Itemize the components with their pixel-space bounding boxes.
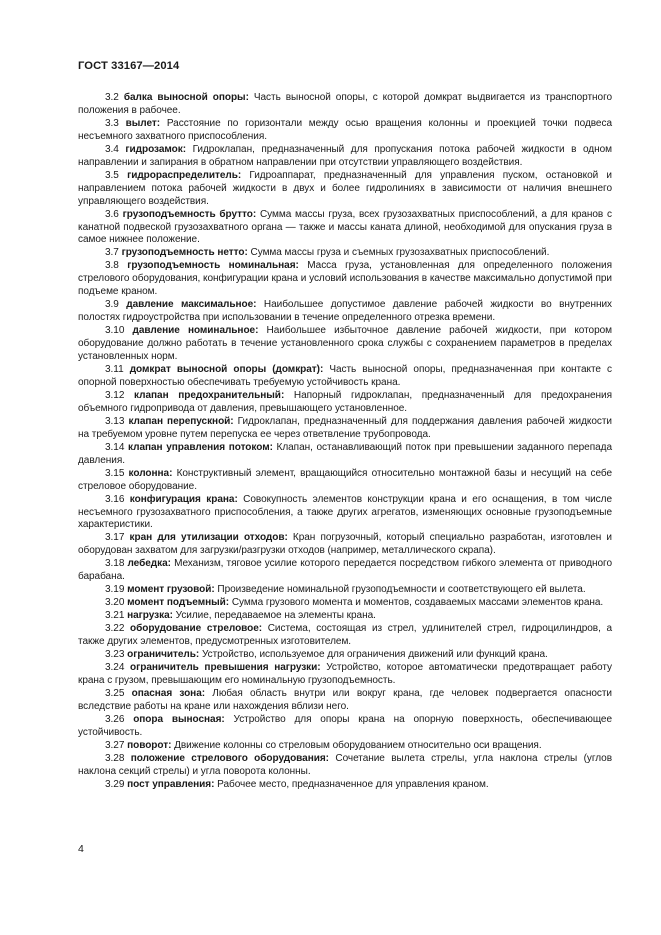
definition-number: 3.4 (105, 143, 119, 155)
definition-term: пост управления (127, 778, 212, 790)
definition-text: Напорный гидроклапан, предназначенный для предохранения объемного гидропривода от давления, превышающего установленное. (78, 389, 612, 414)
definition-number: 3.24 (105, 661, 125, 673)
definition-item (78, 649, 612, 662)
definition-number: 3.9 (105, 299, 119, 311)
definition-item (78, 468, 612, 494)
definition-text: Гидроклапан, предназначенный для пропускания потока рабочей жидкости в одном направлении и запирания в обратном направлении при отсутствии управляющего воздействия. (78, 143, 613, 168)
definition-term: грузоподъемность нетто (121, 247, 245, 259)
definition-separator: : (211, 778, 215, 790)
definition-term: клапан перепускной (128, 415, 231, 427)
definition-item (78, 118, 612, 144)
definition-term: колонна (128, 467, 170, 479)
definition-text: Наибольшее допустимое давление рабочей жидкости во внутренних полостях гидроустройства при использовании в течение определенного отрезка времени. (78, 299, 612, 324)
definition-number: 3.2 (105, 92, 119, 103)
definition-separator: : (168, 739, 172, 751)
definition-item (78, 247, 612, 260)
definition-text: Произведение номинальной грузоподъемности и соответствующего ей вылета. (217, 584, 586, 596)
definition-item (78, 662, 612, 688)
definition-term: давление номинальное (132, 325, 256, 337)
definition-number: 3.20 (105, 597, 125, 609)
definition-item (78, 390, 612, 416)
definition-number: 3.11 (105, 364, 124, 376)
definition-term: лебедка (127, 558, 168, 570)
definition-separator: : (234, 493, 238, 505)
definition-separator: : (245, 92, 249, 103)
definition-text: Совокупность элементов конструкции крана и его оснащения, в том числе несъемного грузозахватного приспособления, а также других агрегатов, изменяющих основные грузоподъемные характеристики. (78, 493, 613, 531)
definition-term: положение стрелового оборудования (130, 752, 326, 764)
definition-term: гидрозамок (125, 143, 183, 155)
definition-text: Сочетание вылета стрелы, угла наклона стрелы (углов наклона секций стрелы) и угла поворота колонны. (78, 752, 612, 777)
definition-term: давление максимальное (126, 299, 254, 311)
definition-term: нагрузка (127, 610, 170, 622)
definition-item (78, 610, 612, 623)
definition-text: Масса груза, установленная для определенного положения стрелового оборудования, конфигурации крана и условий использования в качестве максимально допустимой при подъеме краном. (78, 260, 613, 298)
definition-term: клапан предохранительный (134, 389, 281, 401)
definition-term: домкрат выносной опоры (домкрат) (129, 364, 320, 376)
definition-number: 3.29 (105, 778, 125, 790)
definition-separator: : (195, 648, 200, 660)
definition-text: Сумма грузового момента и моментов, создаваемых массами элементов крана. (231, 597, 604, 609)
definition-separator: : (169, 610, 173, 622)
definition-term: клапан управления потоком (128, 441, 270, 453)
definition-item (78, 558, 612, 584)
definition-text: Рабочее место, предназначенное для управления краном. (217, 778, 489, 790)
definition-number: 3.5 (105, 169, 119, 181)
definition-text: Конструктивный элемент, вращающийся относительно монтажной базы и несущий на себе стреловое оборудование. (78, 467, 612, 492)
definition-item (78, 144, 612, 170)
definition-text: Устройство, используемое для ограничения движений или функций крана. (201, 648, 548, 660)
definition-item (78, 364, 612, 390)
definition-number: 3.22 (105, 623, 125, 635)
definition-item (78, 688, 612, 714)
definition-separator: : (280, 389, 285, 401)
definition-text: Гидроаппарат, предназначенный для управления пуском, остановкой и направлением потока рабочей жидкости в двух и более гидролиниях в зависимости от наличия внешнего управляющего воздействия. (78, 169, 612, 207)
definition-text: Клапан, останавливающий поток при превышении заданного перепада давления. (78, 441, 612, 466)
definition-number: 3.25 (105, 687, 125, 699)
definition-separator: : (156, 117, 161, 129)
definition-separator: : (252, 208, 257, 220)
definition-term: поворот (127, 739, 169, 751)
definition-number: 3.10 (105, 325, 125, 337)
definition-number: 3.12 (105, 389, 125, 401)
definition-text: Кран погрузочный, который специально разработан, изготовлен и оборудован захватом для загрузки/разгрузки отходов (например, металлического скрапа). (78, 532, 612, 557)
definition-text: Сумма массы груза, всех грузозахватных приспособлений, а для кранов с канатной подвеской грузозахватного органа — также и массы каната длиной, необходимой для опускания груза в самое нижнее положение. (78, 208, 612, 246)
definition-item (78, 532, 612, 558)
definition-separator: : (319, 364, 324, 376)
definition-number: 3.13 (105, 415, 125, 427)
definition-number: 3.8 (105, 260, 119, 272)
definition-separator: : (244, 247, 248, 259)
definition-separator: : (225, 597, 230, 609)
definition-text: Движение колонны со стреловым оборудованием относительно оси вращения. (174, 739, 542, 751)
definition-number: 3.3 (105, 117, 119, 129)
definition-separator: : (201, 687, 206, 699)
definition-text: Расстояние по горизонтали между осью вращения колонны и проекцией точки подвеса несъемного захватного приспособления. (78, 117, 612, 142)
definition-number: 3.26 (105, 713, 125, 725)
definition-term: кран для утилизации отходов (129, 532, 285, 544)
definition-separator: : (317, 661, 321, 673)
definition-item (78, 92, 612, 118)
definition-number: 3.28 (105, 752, 125, 764)
definition-term: грузоподъемность номинальная (127, 260, 296, 272)
definition-number: 3.15 (105, 467, 125, 479)
definition-text: Система, состоящая из стрел, удлинителей стрел, гидроцилиндров, а также других элементов, предусмотренных изготовителем. (78, 623, 612, 648)
definition-item (78, 325, 612, 364)
definition-item (78, 260, 612, 299)
document-code: ГОСТ 33167—2014 (78, 60, 180, 72)
definition-item (78, 597, 612, 610)
definition-number: 3.14 (105, 441, 125, 453)
definition-term: момент грузовой (127, 584, 212, 596)
definition-term: опора выносная (133, 713, 222, 725)
definition-text: Усилие, передаваемое на элементы крана. (175, 610, 376, 622)
definition-separator: : (237, 169, 242, 181)
definition-separator: : (325, 752, 329, 764)
definition-text: Часть выносной опоры, предназначенная при контакте с опорной поверхностью обеспечивать требуемую устойчивость крана. (78, 364, 612, 388)
definition-separator: : (167, 558, 171, 570)
definition-separator: : (284, 532, 288, 544)
definition-term: момент подъемный (127, 597, 226, 609)
definition-number: 3.19 (105, 584, 125, 596)
definition-item (78, 584, 612, 597)
definition-term: ограничитель (127, 648, 196, 660)
definition-term: балка выносной опоры (123, 92, 246, 103)
definition-number: 3.21 (105, 610, 125, 622)
definition-item (78, 740, 612, 753)
definition-text: Сумма массы груза и съемных грузозахватных приспособлений. (250, 247, 550, 259)
definition-text: Устройство для опоры крана на опорную поверхность, обеспечивающее устойчивость. (78, 713, 612, 738)
definition-number: 3.27 (105, 739, 125, 751)
definition-item (78, 779, 612, 792)
definition-separator: : (169, 467, 173, 479)
page-number: 4 (78, 843, 84, 855)
definition-item (78, 299, 612, 325)
definition-item (78, 494, 612, 533)
definition-term: оборудование стреловое (130, 623, 259, 635)
definition-separator: : (255, 325, 259, 337)
definition-text: Механизм, тяговое усилие которого передается посредством гибкого элемента от приводного барабана. (78, 558, 612, 583)
definition-number: 3.23 (105, 648, 125, 660)
definition-term: грузоподъемность брутто (122, 208, 253, 220)
definition-separator: : (295, 260, 299, 272)
definition-term: гидрораспределитель (127, 169, 238, 181)
definitions-list (78, 92, 612, 791)
definition-text: Любая область внутри или вокруг крана, где человек подвергается опасности вследствие работы на кране или нахождения вблизи него. (78, 687, 612, 712)
definition-term: ограничитель превышения нагрузки (130, 661, 318, 673)
definition-item (78, 623, 612, 649)
definition-text: Наибольшее избыточное давление рабочей жидкости, при котором оборудование должно работать в течение установленного срока службы с сохранением параметров в пределах установленных норм. (78, 325, 613, 363)
definition-item (78, 714, 612, 740)
definition-separator: : (230, 415, 234, 427)
definition-separator: : (182, 143, 186, 155)
definition-separator: : (253, 299, 257, 311)
definition-term: опасная зона (131, 687, 202, 699)
definition-separator: : (258, 623, 263, 635)
definition-item (78, 753, 612, 779)
definition-text: Часть выносной опоры, с которой домкрат выдвигается из транспортного положения в рабочее. (78, 92, 613, 116)
definition-separator: : (211, 584, 215, 596)
definition-item (78, 416, 612, 442)
definition-number: 3.16 (105, 493, 125, 505)
definition-text: Гидроклапан, предназначенный для поддержания давления рабочей жидкости на требуемом уровне путем перепуска ее через ответвление трубопровода. (78, 415, 612, 440)
definition-term: конфигурация крана (129, 493, 235, 505)
definition-text: Устройство, которое автоматически предотвращает работу крана с грузом, превышающим его номинальную грузоподъемность. (78, 661, 613, 686)
definition-number: 3.17 (105, 532, 125, 544)
definition-term: вылет (125, 117, 157, 129)
definition-number: 3.18 (105, 558, 125, 570)
definition-number: 3.6 (105, 208, 119, 220)
definition-item (78, 170, 612, 209)
definition-separator: : (221, 713, 225, 725)
definition-item (78, 209, 612, 248)
definition-item (78, 442, 612, 468)
definition-number: 3.7 (105, 247, 119, 259)
definition-separator: : (269, 441, 273, 453)
